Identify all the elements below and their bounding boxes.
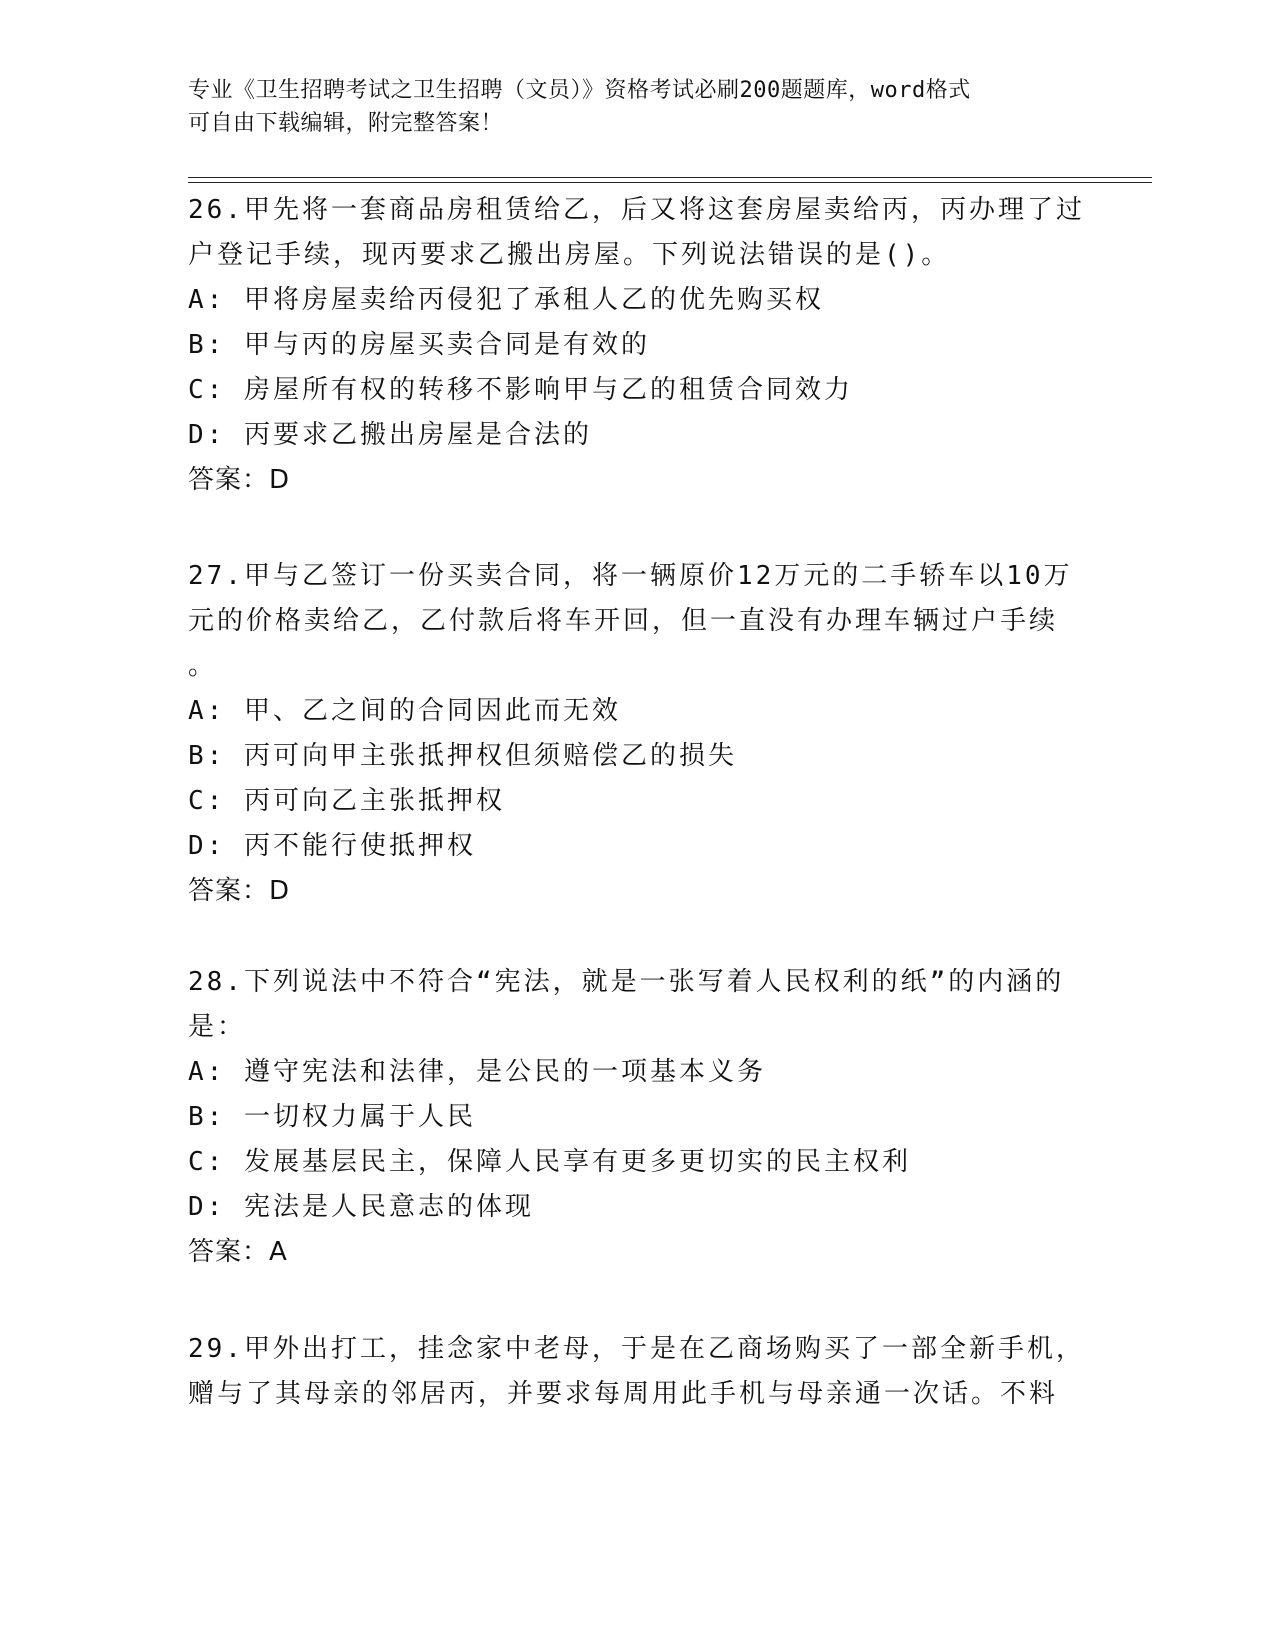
question-stem-line: 元的价格卖给乙，乙付款后将车开回，但一直没有办理车辆过户手续: [188, 606, 1059, 636]
header-divider-bottom: [188, 182, 1152, 183]
answer-line: 答案：D: [188, 876, 291, 906]
answer-line: 答案：A: [188, 1237, 288, 1267]
option-b: B: 一切权力属于人民: [188, 1102, 476, 1132]
option-a: A: 遵守宪法和法律，是公民的一项基本义务: [188, 1057, 766, 1087]
option-b: B: 丙可向甲主张抵押权但须赔偿乙的损失: [188, 741, 737, 771]
question-stem-line: 27.甲与乙签订一份买卖合同，将一辆原价12万元的二手轿车以10万: [188, 561, 1073, 591]
header-divider-top: [188, 177, 1152, 178]
question-26: [188, 188, 1088, 503]
question-stem-line: 26.甲先将一套商品房租赁给乙，后又将这套房屋卖给丙，丙办理了过: [188, 195, 1085, 225]
option-d: D: 宪法是人民意志的体现: [188, 1192, 534, 1222]
option-b: B: 甲与丙的房屋买卖合同是有效的: [188, 330, 650, 360]
option-c: C: 发展基层民主，保障人民享有更多更切实的民主权利: [188, 1147, 911, 1177]
option-d: D: 丙不能行使抵押权: [188, 831, 476, 861]
option-c: C: 房屋所有权的转移不影响甲与乙的租赁合同效力: [188, 375, 853, 405]
answer-line: 答案：D: [188, 465, 291, 495]
question-stem-line: 。: [188, 651, 218, 681]
header-line-1: 专业《卫生招聘考试之卫生招聘（文员）》资格考试必刷200题题库，word格式: [188, 78, 971, 103]
question-stem-line: 户登记手续，现丙要求乙搬出房屋。下列说法错误的是()。: [188, 240, 951, 270]
question-stem-line: 29.甲外出打工，挂念家中老母，于是在乙商场购买了一部全新手机，: [188, 1334, 1085, 1364]
question-29: [188, 1327, 1088, 1417]
question-stem-line: 赠与了其母亲的邻居丙，并要求每周用此手机与母亲通一次话。不料: [188, 1379, 1059, 1409]
header-line-2: 可自由下载编辑，附完整答案！: [188, 111, 504, 136]
question-stem-line: 是：: [188, 1012, 247, 1042]
question-27: [188, 554, 1088, 914]
option-a: A: 甲、乙之间的合同因此而无效: [188, 696, 621, 726]
document-header: [188, 74, 1068, 140]
question-stem-line: 28.下列说法中不符合“宪法，就是一张写着人民权利的纸”的内涵的: [188, 967, 1065, 997]
option-c: C: 丙可向乙主张抵押权: [188, 786, 505, 816]
option-d: D: 丙要求乙搬出房屋是合法的: [188, 420, 592, 450]
option-a: A: 甲将房屋卖给丙侵犯了承租人乙的优先购买权: [188, 285, 824, 315]
question-28: [188, 960, 1088, 1275]
